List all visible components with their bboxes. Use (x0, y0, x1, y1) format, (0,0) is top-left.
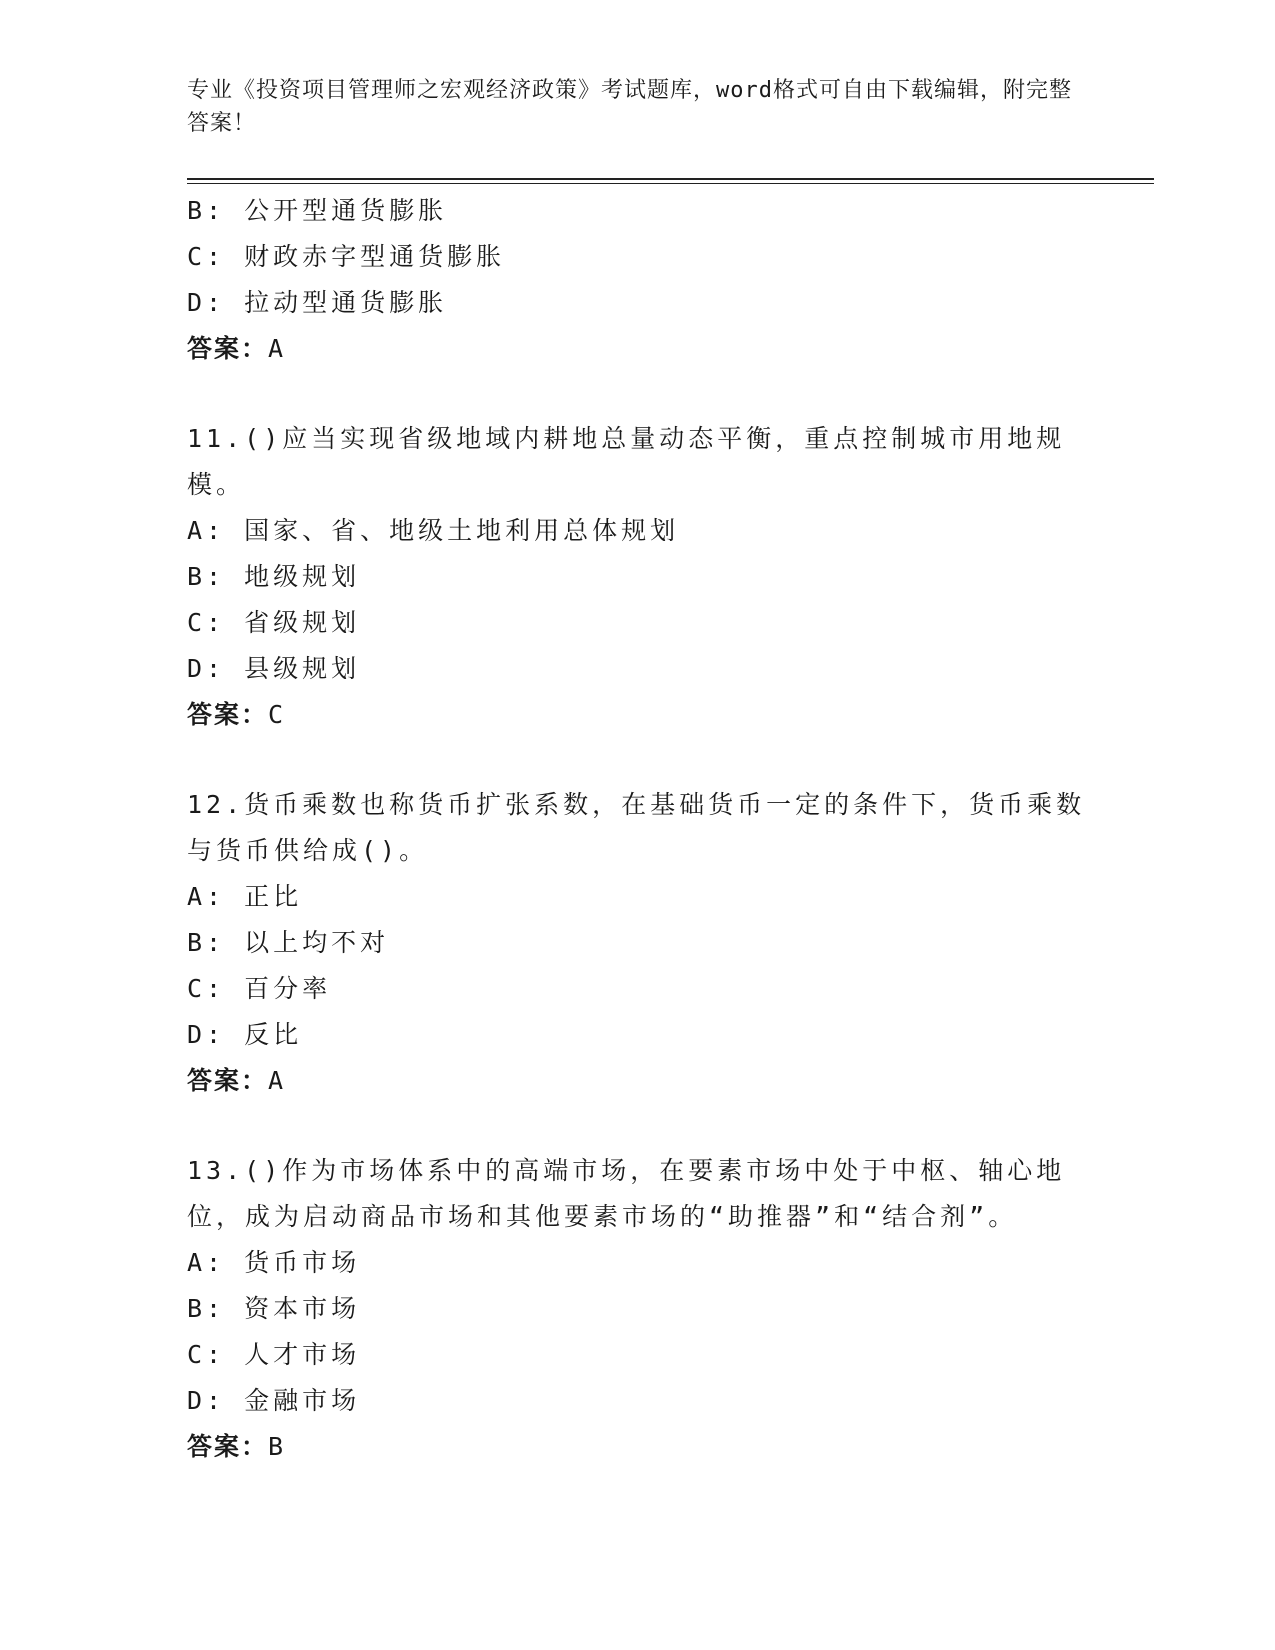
option-d: D: 拉动型通货膨胀 (187, 288, 448, 317)
header-divider (187, 178, 1154, 184)
answer-value: C (268, 700, 286, 729)
answer-value: A (268, 334, 286, 363)
option-b: B: 以上均不对 (187, 928, 390, 957)
option-d: D: 金融市场 (187, 1386, 361, 1415)
question-stem: 11.()应当实现省级地域内耕地总量动态平衡，重点控制城市用地规模。 (187, 424, 1066, 499)
option-a: A: 货币市场 (187, 1248, 361, 1277)
continued-question (187, 188, 1087, 372)
option-c: C: 人才市场 (187, 1340, 361, 1369)
question-stem: 13.()作为市场体系中的高端市场，在要素市场中处于中枢、轴心地位，成为启动商品市场和其他要素市场的“助推器”和“结合剂”。 (187, 1156, 1066, 1231)
answer-line (187, 692, 1087, 738)
answer-label: 答案： (187, 1066, 269, 1095)
answer-line (187, 1058, 1087, 1104)
option-b: B: 公开型通货膨胀 (187, 196, 448, 225)
option-d: D: 反比 (187, 1020, 303, 1049)
answer-line (187, 326, 1087, 372)
answer-value: B (268, 1432, 286, 1461)
answer-label: 答案： (187, 700, 269, 729)
option-c: C: 财政赤字型通货膨胀 (187, 242, 506, 271)
option-c: C: 省级规划 (187, 608, 361, 637)
document-header (187, 74, 1087, 140)
option-a: A: 国家、省、地级土地利用总体规划 (187, 516, 680, 545)
answer-label: 答案： (187, 334, 269, 363)
exam-body (187, 188, 1087, 1470)
answer-label: 答案： (187, 1432, 269, 1461)
header-text: 专业《投资项目管理师之宏观经济政策》考试题库，word格式可自由下载编辑，附完整答案！ (187, 78, 1072, 136)
option-b: B: 地级规划 (187, 562, 361, 591)
answer-line (187, 1424, 1087, 1470)
question-13 (187, 1148, 1087, 1470)
question-12 (187, 782, 1087, 1104)
option-d: D: 县级规划 (187, 654, 361, 683)
option-a: A: 正比 (187, 882, 303, 911)
question-stem: 12.货币乘数也称货币扩张系数，在基础货币一定的条件下，货币乘数与货币供给成()。 (187, 790, 1086, 865)
option-b: B: 资本市场 (187, 1294, 361, 1323)
option-c: C: 百分率 (187, 974, 332, 1003)
answer-value: A (268, 1066, 286, 1095)
question-11 (187, 416, 1087, 738)
